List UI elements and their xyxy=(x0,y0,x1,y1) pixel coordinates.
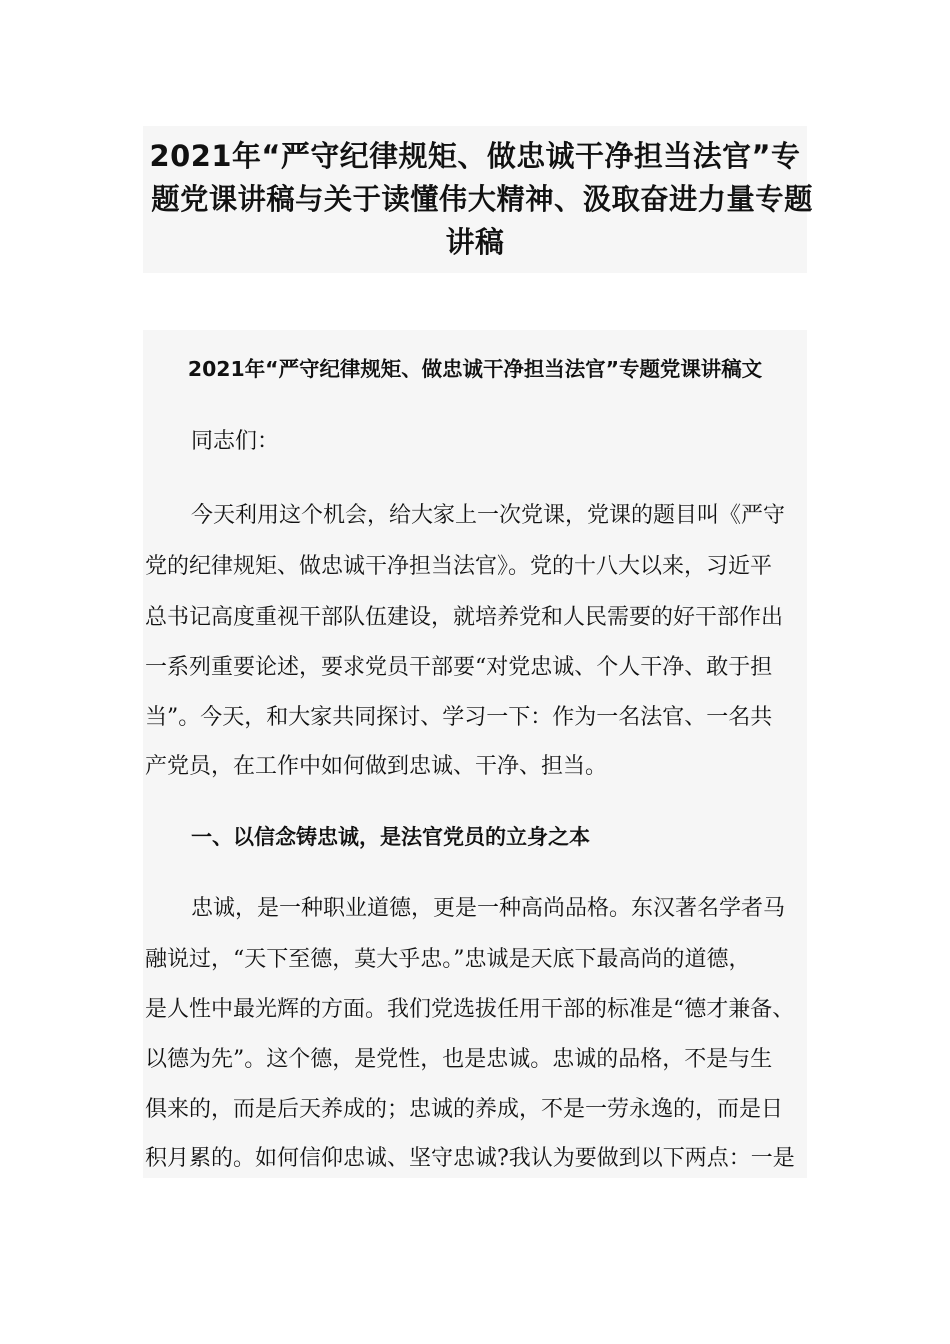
document-title xyxy=(143,126,813,273)
paragraph-line: 总书记高度重视干部队伍建设，就培养党和人民需要的好干部作出 xyxy=(145,605,784,630)
paragraph-line: 产党员，在工作中如何做到忠诚、干净、担当。 xyxy=(145,754,608,779)
section-subtitle: 2021年“严守纪律规矩、做忠诚干净担当法官”专题党课讲稿文 xyxy=(187,357,763,381)
paragraph-line: 俱来的，而是后天养成的；忠诚的养成，不是一劳永逸的，而是日 xyxy=(145,1097,784,1122)
title-line: 讲稿 xyxy=(445,225,505,259)
greeting: 同志们： xyxy=(191,429,280,454)
paragraph-line: 以德为先”。这个德，是党性，也是忠诚。忠诚的品格，不是与生 xyxy=(145,1047,773,1072)
paragraph-line: 是人性中最光辉的方面。我们党选拔任用干部的标准是“德才兼备、 xyxy=(145,997,795,1022)
paragraph-line: 党的纪律规矩、做忠诚干净担当法官》。党的十八大以来，习近平 xyxy=(145,554,773,579)
section-heading: 一、以信念铸忠诚，是法官党员的立身之本 xyxy=(191,825,590,849)
paragraph-line: 忠诚，是一种职业道德，更是一种高尚品格。东汉著名学者马 xyxy=(191,896,786,921)
paragraph-line: 当”。今天，和大家共同探讨、学习一下：作为一名法官、一名共 xyxy=(145,705,773,730)
title-line: 2021年“严守纪律规矩、做忠诚干净担当法官”专 xyxy=(149,139,801,173)
paragraph-line: 积月累的。如何信仰忠诚、坚守忠诚?我认为要做到以下两点：一是 xyxy=(145,1146,795,1171)
paragraph-line: 今天利用这个机会，给大家上一次党课，党课的题目叫《严守 xyxy=(191,503,786,528)
title-line: 题党课讲稿与关于读懂伟大精神、汲取奋进力量专题 xyxy=(151,182,813,216)
paragraph-line: 融说过，“天下至德，莫大乎忠。”忠诚是天底下最高尚的道德， xyxy=(145,947,751,972)
paragraph-line: 一系列重要论述，要求党员干部要“对党忠诚、个人干净、敢于担 xyxy=(145,655,773,680)
document-body xyxy=(143,330,807,1178)
